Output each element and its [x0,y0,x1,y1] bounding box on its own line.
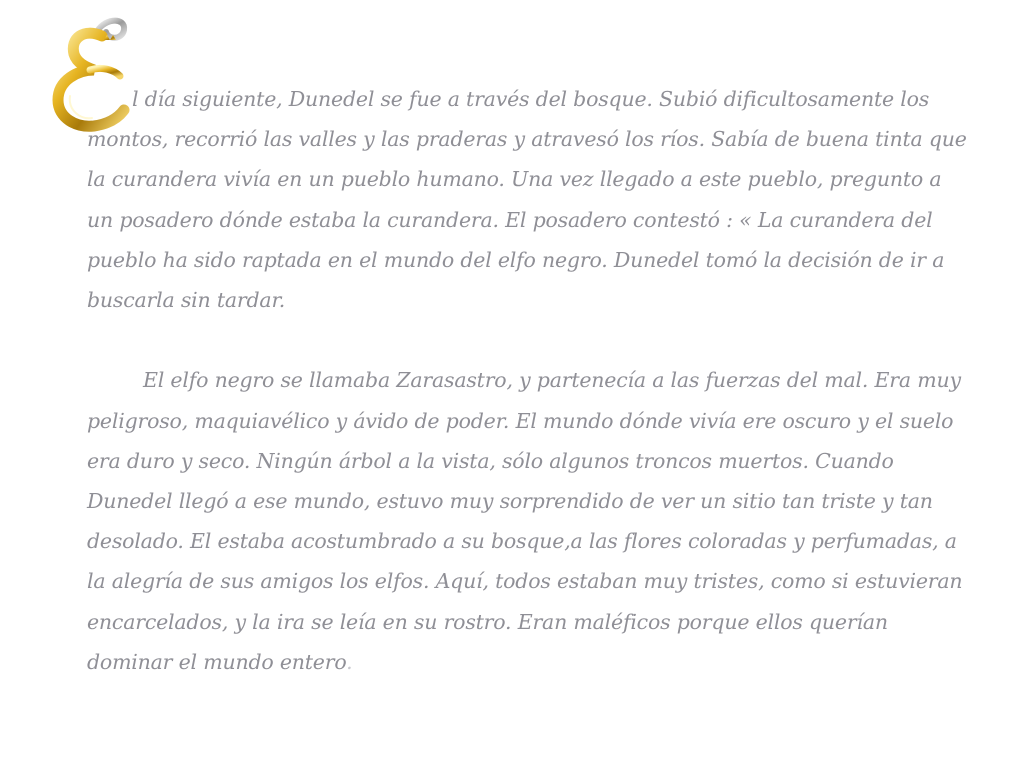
paragraph-1: l día siguiente, Dunedel se fue a través del bosque. Subió dificultosamente los montos, recorrió las valles y las praderas y atravesó los ríos. Sabía de buena tinta que la curandera vivía en un pueblo humano. Una vez llegado a este pueblo, pregunto a un posadero dónde estaba la curandera. El posadero contestó : « La curandera del pueblo ha sido raptada en el mundo del elfo negro. Dunedel tomó la decisión de ir a buscarla sin tardar. [87,87,967,313]
paragraph-2 [87,360,972,682]
story-text [87,79,972,682]
paragraph-spacer [87,320,972,360]
paragraph-2-text: El elfo negro se llamaba Zarasastro, y partenecía a las fuerzas del mal. Era muy peligroso, maquiavélico y ávido de poder. El mundo dónde vivía ere oscuro y el suelo era duro y seco. Ningún árbol a la vista, sólo algunos troncos muertos. Cuando Dunedel llegó a ese mundo, estuvo muy sorprendido de ver un sitio tan triste y tan desolado. El estaba acostumbrado a su bosque,a las flores coloradas y perfumadas, a la alegría de sus amigos los elfos. Aquí, todos estaban muy tristes, como si estuvieran encarcelados, y la ira se leía en su rostro. Eran maléficos porque ellos querían dominar el mundo entero [87,368,963,674]
paragraph-2-end-mark: . [346,649,353,674]
